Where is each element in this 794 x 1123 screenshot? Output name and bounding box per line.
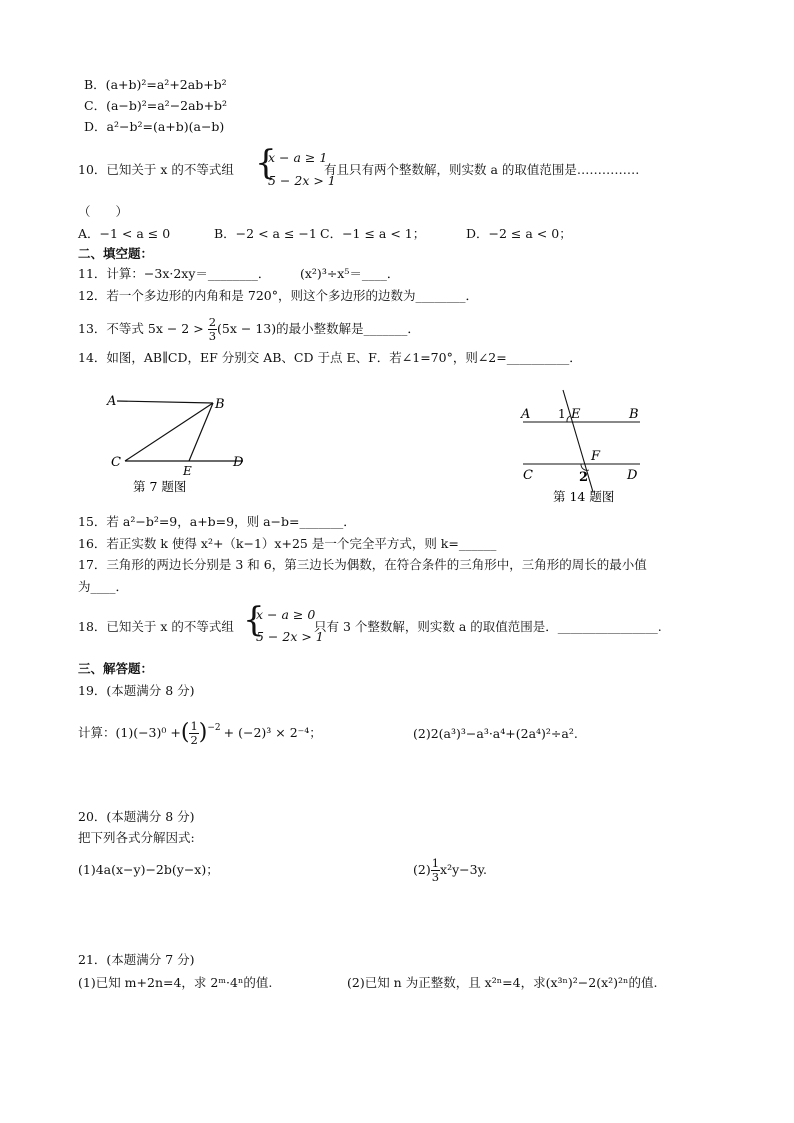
- q20-fraction-num: 1: [431, 855, 440, 870]
- fig14-label-e: E: [571, 407, 581, 422]
- figure-14: [515, 384, 645, 508]
- q19-part1-prefix: 计算：(1)(−3)⁰ +: [78, 725, 181, 740]
- q10-sys2: 5 − 2x > 1: [268, 173, 336, 188]
- fig7-label-c: C: [111, 455, 121, 470]
- fig14-label-f: F: [591, 449, 601, 464]
- section-answer-title: 三、解答题：: [78, 661, 154, 676]
- q19-left-paren: (: [180, 720, 190, 745]
- q10-suffix: 有且只有两个整数解，则实数 a 的取值范围是……………: [324, 162, 640, 177]
- q15: 15．若 a²−b²=9，a+b=9，则 a−b=_______．: [78, 514, 356, 529]
- fig14-label-b: B: [629, 407, 639, 422]
- q10-paren: （ ）: [78, 204, 129, 219]
- fig7-label-a: A: [107, 394, 117, 409]
- fig7-line-eb: [189, 403, 213, 461]
- q11-part1: 11．计算：−3x·2xy＝________．: [78, 266, 271, 281]
- q14: 14．如图，AB∥CD，EF 分别交 AB、CD 于点 E、F．若∠1=70°，则∠2=__________．: [78, 350, 582, 365]
- q21-part1: (1)已知 m+2n=4，求 2ᵐ·4ⁿ的值.: [78, 975, 273, 990]
- q13-fraction: [208, 316, 217, 343]
- q18-suffix: 只有 3 个整数解，则实数 a 的取值范围是．________________.: [314, 619, 662, 634]
- fig14-label-c: C: [523, 468, 533, 483]
- q20-part2: [413, 856, 487, 884]
- q19-header: 19．(本题满分 8 分): [78, 683, 195, 698]
- q12: 12．若一个多边形的内角和是 720°，则这个多边形的边数为________．: [78, 288, 478, 303]
- q13-suffix: 的最小整数解是_______．: [276, 321, 420, 336]
- q20-part1: (1)4a(x−y)−2b(y−x)；: [78, 862, 219, 877]
- q21-header: 21．(本题满分 7 分): [78, 952, 195, 967]
- q19-part1-suffix: + (−2)³ × 2⁻⁴；: [223, 725, 322, 740]
- q20-part2-suffix: x²y−3y.: [440, 862, 487, 877]
- q10-sys1: x − a ≥ 1: [268, 150, 328, 165]
- q19-exponent: −2: [207, 723, 221, 733]
- q13: [78, 316, 420, 343]
- q21-part2: (2)已知 n 为正整数，且 x²ⁿ=4，求(x³ⁿ)²−2(x²)²ⁿ的值.: [347, 975, 658, 990]
- q13-prefix: 13．不等式 5x − 2 >: [78, 321, 204, 336]
- option-b: B．(a+b)²=a²+2ab+b²: [84, 77, 227, 92]
- q11-part2: (x²)³÷x⁵＝____．: [300, 266, 400, 281]
- q13-fraction-num: 2: [208, 315, 217, 329]
- option-c: C．(a−b)²=a²−2ab+b²: [84, 98, 228, 113]
- q10-option-b: B．−2 < a ≤ −1: [214, 226, 317, 241]
- fig14-label-2: 2: [579, 470, 589, 485]
- q19-fraction-num: 1: [190, 718, 198, 733]
- q13-fraction-den: 3: [208, 329, 217, 343]
- fig14-transversal: [563, 390, 593, 492]
- q20-fraction-den: 3: [431, 869, 440, 884]
- q18-sys1: x − a ≥ 0: [256, 607, 316, 622]
- brace-icon: {: [255, 143, 277, 183]
- fig14-label-1: 1: [558, 407, 566, 421]
- q17-line1: 17．三角形的两边长分别是 3 和 6，第三边长为偶数，在符合条件的三角形中，三角形的周长的最小值: [78, 557, 647, 572]
- q17-line2: 为____．: [78, 579, 129, 594]
- fig7-caption: 第 7 题图: [133, 479, 187, 494]
- q20-fraction: [431, 857, 440, 884]
- q20-header: 20．(本题满分 8 分): [78, 809, 195, 824]
- q19-part1: [78, 718, 322, 748]
- q10-option-a: A．−1 < a ≤ 0: [78, 226, 171, 241]
- q19-fraction-den: 2: [190, 732, 198, 747]
- option-d: D．a²−b²=(a+b)(a−b): [84, 119, 225, 134]
- q18-prefix: 18．已知关于 x 的不等式组: [78, 619, 234, 634]
- q19-fraction: [189, 720, 198, 747]
- fig14-caption: 第 14 题图: [553, 489, 615, 504]
- q13-mid: (5x − 13): [217, 321, 277, 336]
- q10-option-c: C．−1 ≤ a < 1；: [320, 226, 426, 241]
- figure-7: [95, 388, 265, 500]
- q16: 16．若正实数 k 使得 x²+（k−1）x+25 是一个完全平方式，则 k=______: [78, 536, 497, 551]
- fig7-label-e: E: [183, 464, 192, 478]
- q19-right-paren: ): [198, 720, 208, 745]
- q10-option-d: D．−2 ≤ a < 0；: [466, 226, 572, 241]
- q20-instruction: 把下列各式分解因式:: [78, 830, 195, 845]
- fig14-label-a: A: [521, 407, 531, 422]
- section-fill-in-title: 二、填空题：: [78, 246, 154, 261]
- fig7-line-ab: [117, 401, 213, 403]
- fig7-label-b: B: [215, 397, 225, 412]
- q19-part2: (2)2(a³)³−a³·a⁴+(2a⁴)²÷a².: [413, 726, 578, 741]
- fig7-line-cb: [125, 403, 213, 461]
- fig14-angle1-arc: [567, 416, 570, 422]
- q20-part2-prefix: (2): [413, 862, 431, 877]
- q18-sys2: 5 − 2x > 1: [256, 629, 324, 644]
- q10-prefix: 10．已知关于 x 的不等式组: [78, 162, 234, 177]
- brace-icon: {: [243, 600, 265, 640]
- fig7-label-d: D: [233, 455, 244, 470]
- fig14-label-d: D: [627, 468, 638, 483]
